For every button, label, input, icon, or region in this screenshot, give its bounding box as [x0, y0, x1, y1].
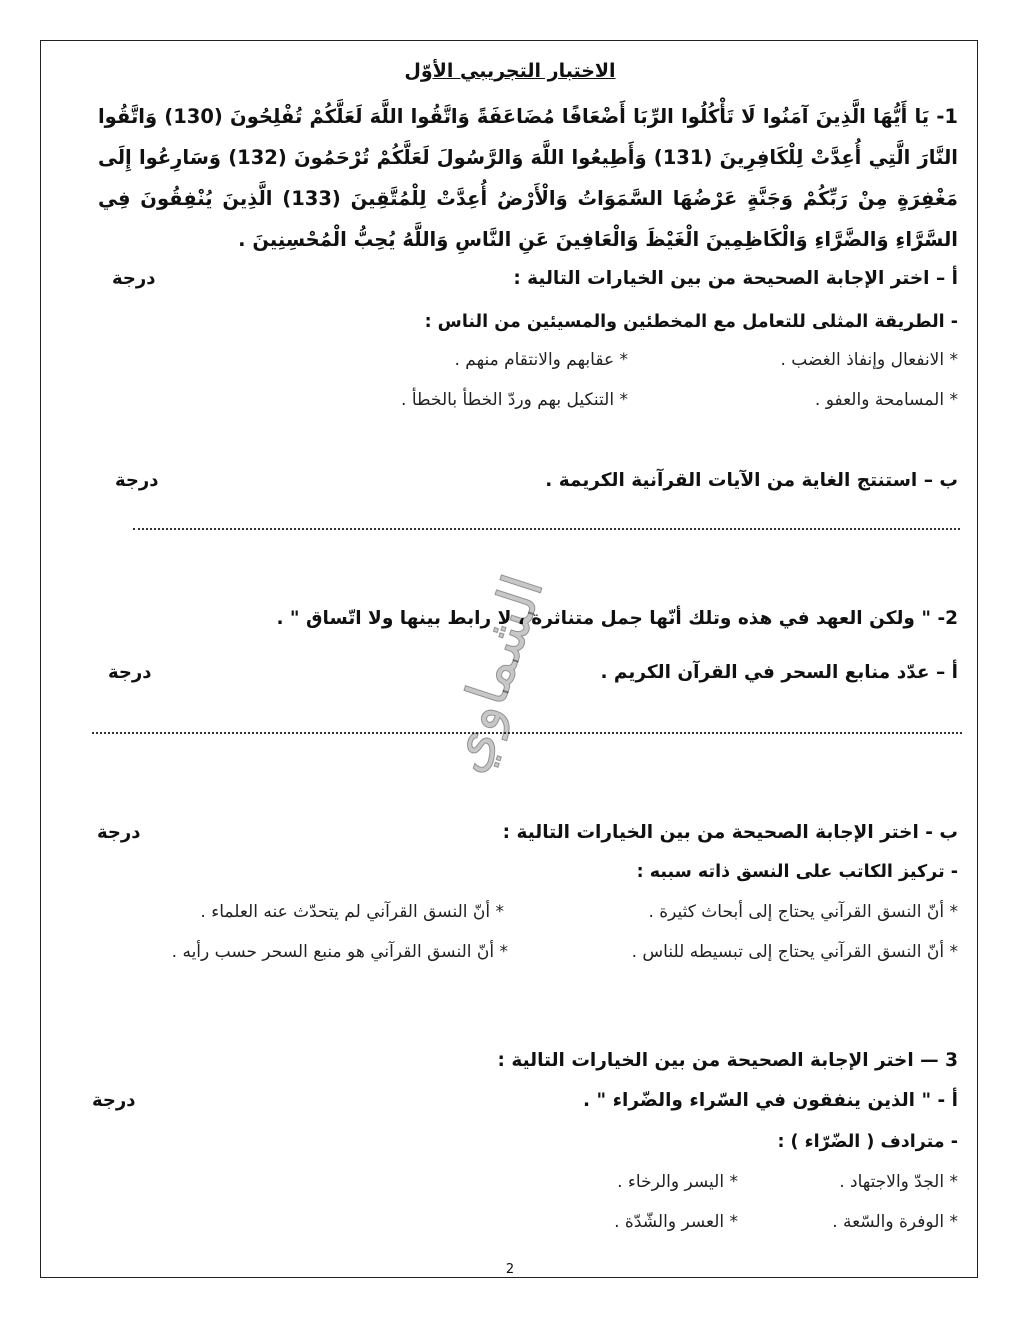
- q1-b-label: ب – استنتج الغاية من الآيات القرآنية الكريمة .: [545, 470, 958, 491]
- q2-b-option-4: * أنّ النسق القرآني هو منبع السحر حسب رأيه .: [171, 942, 508, 962]
- q2-b-option-2: * أنّ النسق القرآني لم يتحدّث عنه العلماء .: [200, 902, 504, 922]
- q2-b-option-3: * أنّ النسق القرآني يحتاج إلى تبسيطه للناس .: [631, 942, 958, 962]
- page-number: 2: [505, 1262, 515, 1277]
- q1-a-grade: درجة: [112, 268, 156, 289]
- watermark: الشماوي: [432, 567, 557, 781]
- q2-b-stem: - تركيز الكاتب على النسق ذاته سببه :: [636, 862, 958, 882]
- q2-b-grade: درجة: [97, 822, 141, 843]
- q1-a-option-2: * عقابهم والانتقام منهم .: [454, 350, 628, 370]
- q1-a-stem: - الطريقة المثلى للتعامل مع المخطئين والمسيئين من الناس :: [424, 312, 958, 332]
- q3-a-grade: درجة: [92, 1090, 136, 1111]
- q1-a-option-3: * المسامحة والعفو .: [814, 390, 958, 410]
- quran-verse: 1- يَا أَيُّهَا الَّذِينَ آمَنُوا لَا تَأْكُلُوا الرِّبَا أَضْعَافًا مُضَاعَفَةً وَاتَّقُوا اللَّهَ لَعَلَّكُمْ تُفْلِحُونَ (130) وَاتَّقُوا النَّارَ الَّتِي أُعِدَّتْ لِلْكَافِرِينَ (131) وَأَطِيعُوا اللَّهَ وَالرَّسُولَ لَعَلَّكُمْ تُرْحَمُونَ (132) وَسَارِعُوا إِلَى مَغْفِرَةٍ مِنْ رَبِّكُمْ وَجَنَّةٍ عَرْضُهَا السَّمَوَاتُ وَالْأَرْضُ أُعِدَّتْ لِلْمُتَّقِينَ (133) الَّذِينَ يُنْفِقُونَ فِي السَّرَّاءِ وَالضَّرَّاءِ وَالْكَاظِمِينَ الْغَيْظَ وَالْعَافِينَ عَنِ النَّاسِ وَاللَّهُ يُحِبُّ الْمُحْسِنِينَ .: [98, 105, 958, 251]
- q1-a-option-1: * الانفعال وإنفاذ الغضب .: [780, 350, 958, 370]
- q2-b-option-1: * أنّ النسق القرآني يحتاج إلى أبحاث كثيرة .: [648, 902, 958, 922]
- q2-a-grade: درجة: [108, 662, 152, 683]
- q3-a-option-1: * الجدّ والاجتهاد .: [839, 1172, 958, 1192]
- q3-a-quote: أ - " الذين ينفقون في السّراء والضّراء " .: [583, 1090, 958, 1111]
- q3-a-option-4: * العسر والشّدّة .: [614, 1212, 738, 1232]
- q2-a-label: أ – عدّد منابع السحر في القرآن الكريم .: [600, 662, 958, 683]
- q1-a-label: أ – اختر الإجابة الصحيحة من بين الخيارات التالية :: [513, 268, 958, 289]
- q3-a-option-2: * اليسر والرخاء .: [617, 1172, 738, 1192]
- q1-a-option-4: * التنكيل بهم وردّ الخطأ بالخطأ .: [401, 390, 628, 410]
- q1-b-answer-line[interactable]: [133, 528, 960, 530]
- q2-quote: 2- " ولكن العهد في هذه وتلك أنّها جمل متناثرة ، لا رابط بينها ولا اتّساق " .: [276, 608, 958, 629]
- q3-a-option-3: * الوفرة والسّعة .: [832, 1212, 958, 1232]
- q3-a-stem: - مترادف ( الضّرّاء ) :: [777, 1132, 958, 1152]
- q1-b-grade: درجة: [115, 470, 159, 491]
- q3-label: 3 — اختر الإجابة الصحيحة من بين الخيارات التالية :: [497, 1050, 958, 1071]
- page-title: الاختبار التجريبي الأوّل: [404, 60, 616, 82]
- q2-a-answer-line[interactable]: [92, 732, 962, 734]
- q2-b-label: ب - اختر الإجابة الصحيحة من بين الخيارات التالية :: [502, 822, 958, 843]
